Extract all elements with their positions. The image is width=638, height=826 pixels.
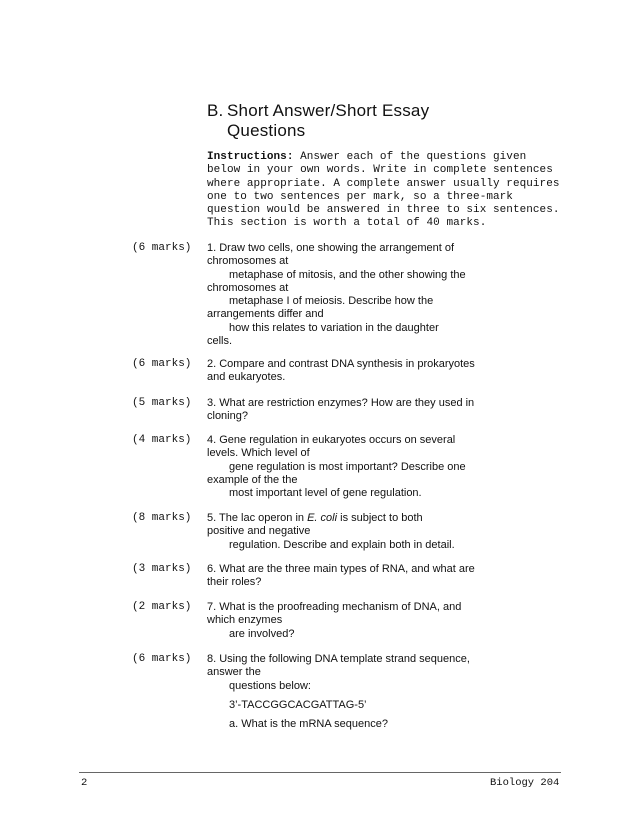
section-heading-line1 <box>207 101 507 121</box>
question-marks: (6 marks) <box>132 358 192 370</box>
question-marks: (6 marks) <box>132 242 192 254</box>
question-line: chromosomes at <box>207 281 289 294</box>
footer-course-title: Biology 204 <box>490 777 560 789</box>
question-marks: (5 marks) <box>132 397 192 409</box>
question-marks: (3 marks) <box>132 563 192 575</box>
question-line: most important level of gene regulation. <box>229 487 422 500</box>
question-line: 7. What is the proofreading mechanism of DNA, and <box>207 601 462 613</box>
question-line: cloning? <box>207 410 248 423</box>
instructions-block <box>207 151 577 231</box>
instructions-line: where appropriate. A complete answer usually requires <box>207 177 560 190</box>
question-line: 1. Draw two cells, one showing the arrangement of <box>207 242 455 254</box>
question-line: example of the the <box>207 473 298 486</box>
question-body <box>207 601 567 641</box>
question-line: chromosomes at <box>207 255 289 268</box>
question-body <box>207 242 567 348</box>
question-marks: (8 marks) <box>132 512 192 524</box>
instructions-label: Instructions: <box>207 151 294 163</box>
instructions-line: question would be answered in three to six sentences. <box>207 204 560 217</box>
section-number: B. <box>207 101 224 120</box>
species-name: E. coli <box>307 512 338 524</box>
question-line: which enzymes <box>207 614 283 627</box>
question-line: metaphase of mitosis, and the other showing the <box>229 268 466 281</box>
instructions-line: one to two sentences per mark, so a three-mark <box>207 190 513 203</box>
page-number: 2 <box>81 777 88 789</box>
question-line: metaphase I of meiosis. Describe how the <box>229 295 434 308</box>
instructions-line: This section is worth a total of 40 marks. <box>207 217 487 230</box>
question-line: 8. Using the following DNA template strand sequence, <box>207 653 470 665</box>
section-title: Short Answer/Short Essay <box>227 101 430 120</box>
question-line: gene regulation is most important? Describe one <box>229 460 466 473</box>
question-body <box>207 397 567 424</box>
section-heading <box>207 101 507 141</box>
question-body <box>207 358 567 385</box>
question-line: are involved? <box>229 627 295 640</box>
question-line: answer the <box>207 666 261 679</box>
question-line: how this relates to variation in the daughter <box>229 321 439 334</box>
question-line: 4. Gene regulation in eukaryotes occurs on several <box>207 434 456 446</box>
question-line: levels. Which level of <box>207 447 310 460</box>
instructions-line: Answer each of the questions given <box>293 151 527 163</box>
question-line: their roles? <box>207 576 262 589</box>
question-line: positive and negative <box>207 525 311 538</box>
question-line: regulation. Describe and explain both in detail. <box>229 538 455 551</box>
question-line: 3. What are restriction enzymes? How are they used in <box>207 397 475 409</box>
question-line: is subject to both <box>337 512 423 524</box>
question-line: arrangements differ and <box>207 308 324 321</box>
question-subpart: a. What is the mRNA sequence? <box>229 718 388 731</box>
question-line: questions below: <box>229 679 311 692</box>
question-line: 5. The lac operon in <box>207 512 308 524</box>
dna-sequence: 3’-TACCGGCACGATTAG-5’ <box>229 698 367 711</box>
instructions-line: below in your own words. Write in complete sentences <box>207 164 553 177</box>
question-marks: (4 marks) <box>132 434 192 446</box>
question-body <box>207 434 567 500</box>
question-body <box>207 563 567 590</box>
question-line: cells. <box>207 335 233 348</box>
question-line: 2. Compare and contrast DNA synthesis in prokaryotes <box>207 358 475 370</box>
question-body <box>207 653 567 731</box>
question-line: and eukaryotes. <box>207 371 286 384</box>
question-body <box>207 512 567 552</box>
footer-divider <box>79 772 561 773</box>
section-title-continued: Questions <box>227 121 306 140</box>
question-line: 6. What are the three main types of RNA, and what are <box>207 563 475 575</box>
question-marks: (2 marks) <box>132 601 192 613</box>
question-marks: (6 marks) <box>132 653 192 665</box>
